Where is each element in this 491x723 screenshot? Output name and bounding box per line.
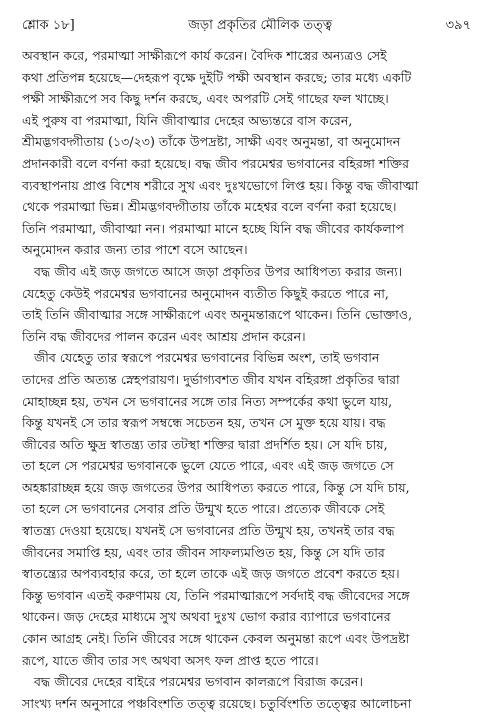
page-header — [22, 16, 471, 37]
text-line: পক্ষী সাক্ষীরূপে সব কিছু দর্শন করছে, এবং অপরটি সেই গাছের ফল খাচ্ছে। — [22, 91, 389, 107]
text-line: থেকে পরমাত্মা ভিন্ন। শ্রীমদ্ভগবদ্গীতায় তাঁকে মহেশ্বর বলে বর্ণনা করা হয়েছে। — [22, 199, 397, 215]
page-number: ৩৯৭ — [445, 18, 471, 33]
text-line: যেহেতু কেউই পরমেশ্বর ভগবানের অনুমোদন ব্যতীত কিছুই করতে পারে না, — [22, 285, 389, 301]
text-line: এই পুরুষ বা পরমাত্মা, যিনি জীবাত্মার দেহের অভ্যন্তরে বাস করেন, — [22, 112, 353, 128]
text-line: জীব যেহেতু তার স্বরূপে পরমেশ্বর ভগবানের বিভিন্ন অংশ, তাই ভগবান — [34, 350, 380, 366]
text-line: থাকেন। জড় দেহের মাধ্যমে সুখ অথবা দুঃখ ভোগ করার ব্যাপারে ভগবানের — [22, 609, 391, 625]
text-line: স্বাতন্ত্র্য দেওয়া হয়েছে। যখনই সে ভগবানের প্রতি উন্মুখ হয়, তখনই তার বদ্ধ — [22, 523, 395, 539]
text-line: বদ্ধ জীবের দেহের বাইরে পরমেশ্বর ভগবান কালরূপে বিরাজ করেন। — [34, 674, 364, 690]
text-line: অনুমোদন করার জন্য তার পাশে বসে আছেন। — [22, 242, 248, 258]
text-line: মোহাচ্ছন্ন হয়, তখন সে ভগবানের সঙ্গে তার নিত্য সম্পর্কের কথা ভুলে যায়, — [22, 393, 393, 409]
text-line: কথা প্রতিপন্ন হয়েছে—দেহরূপ বৃক্ষে দুইটি পক্ষী অবস্থান করছে; তার মধ্যে একটি — [22, 69, 412, 85]
text-line: কিন্তু ভগবান এতই করুণাময় যে, তিনি পরমাত্মারূপে সর্বদাই বদ্ধ জীবেদের সঙ্গে — [22, 587, 410, 603]
text-line: ব্যবস্থাপনায় প্রাপ্ত বিশেষ শরীরে সুখ এবং দুঃখভোগে লিপ্ত হয়। কিন্তু বদ্ধ জীবাত্মা — [22, 177, 419, 193]
text-line: অবস্থান করে, পরমাত্মা সাক্ষীরূপে কার্য করেন। বৈদিক শাস্ত্রের অন্যত্রও সেই — [22, 48, 387, 63]
text-line: তিনি পরমাত্মা, জীবাত্মা নন। পরমাত্মা মানে হচ্ছে যিনি বদ্ধ জীবের কার্যকলাপ — [22, 220, 404, 236]
chapter-title: জড়া প্রকৃতির মৌলিক তত্ত্ব — [188, 18, 333, 33]
text-line: প্রদানকারী বলে বর্ণনা করা হয়েছে। বদ্ধ জীব পরমেশ্বর ভগবানের বহিরঙ্গা শক্তির — [22, 155, 410, 171]
text-line: তাই তিনি জীবাত্মার সঙ্গে সাক্ষীরূপে এবং অনুমন্তারূপে থাকেন। তিনি ভোক্তাও, — [22, 307, 413, 323]
text-line: রূপে, যাতে জীব তার সৎ অথবা অসৎ ফল প্রাপ্ত হতে পারে। — [22, 652, 319, 668]
text-line: শ্রীমদ্ভগবদ্গীতায় (১৩/২৩) তাঁকে উপদ্রষ্টা, সাক্ষী এবং অনুমন্তা, বা অনুমোদন — [22, 134, 401, 150]
text-line: তিনি বদ্ধ জীবদের পালন করেন এবং আশ্রয় প্রদান করেন। — [22, 328, 306, 344]
text-line: কোন আগ্রহ নেই। তিনি জীবের সঙ্গে থাকেন কেবল অনুমন্তা রূপে এবং উপদ্রষ্টা — [22, 631, 410, 647]
body-text — [22, 45, 471, 714]
text-line: তাদের প্রতি অত্যন্ত স্নেহপরায়ণ। দুর্ভাগ্যবশত জীব যখন বহিরঙ্গা প্রকৃতির দ্বারা — [22, 371, 400, 387]
text-line: কিন্তু যখনই সে তার স্বরূপ সম্বন্ধে সচেতন হয়, তখন সে মুক্ত হয়ে যায়। বদ্ধ — [22, 415, 386, 431]
text-line: তা হলে সে পরমেশ্বর ভগবানকে ভুলে যেতে পারে, এবং এই জড় জগতে সে — [22, 458, 394, 474]
text-line: বদ্ধ জীব এই জড় জগতে আসে জড়া প্রকৃতির উপর আধিপত্য করার জন্য। — [34, 263, 403, 279]
text-line: স্বাতন্ত্র্যের অপব্যবহার করে, তা হলে তাকে এই জড় জগতে প্রবেশ করতে হয়। — [22, 566, 400, 582]
verse-reference: শ্লোক ১৮] — [22, 18, 75, 33]
text-line: সাংখ্য দর্শন অনুসারে পঞ্চবিংশতি তত্ত্ব রয়েছে। চতুর্বিংশতি তত্ত্বের আলোচনা — [22, 695, 412, 711]
text-line: জীবনের সমাপ্তি হয়, এবং তার জীবন সাফল্যমণ্ডিত হয়, কিন্তু সে যদি তার — [22, 544, 385, 560]
text-line: অহঙ্কারাচ্ছন্ন হয়ে জড় জগতের উপর আধিপত্য করতে পারে, কিন্তু সে যদি চায়, — [22, 479, 410, 495]
text-line: তা হলে সে ভগবানের সেবার প্রতি উন্মুখ হতে পারে। প্রত্যেক জীবকে সেই — [22, 501, 385, 517]
text-line: জীবের অতি ক্ষুদ্র স্বাতন্ত্র্য তার তটস্থা শক্তির দ্বারা প্রদর্শিত হয়। সে যদি চায়, — [22, 436, 388, 452]
